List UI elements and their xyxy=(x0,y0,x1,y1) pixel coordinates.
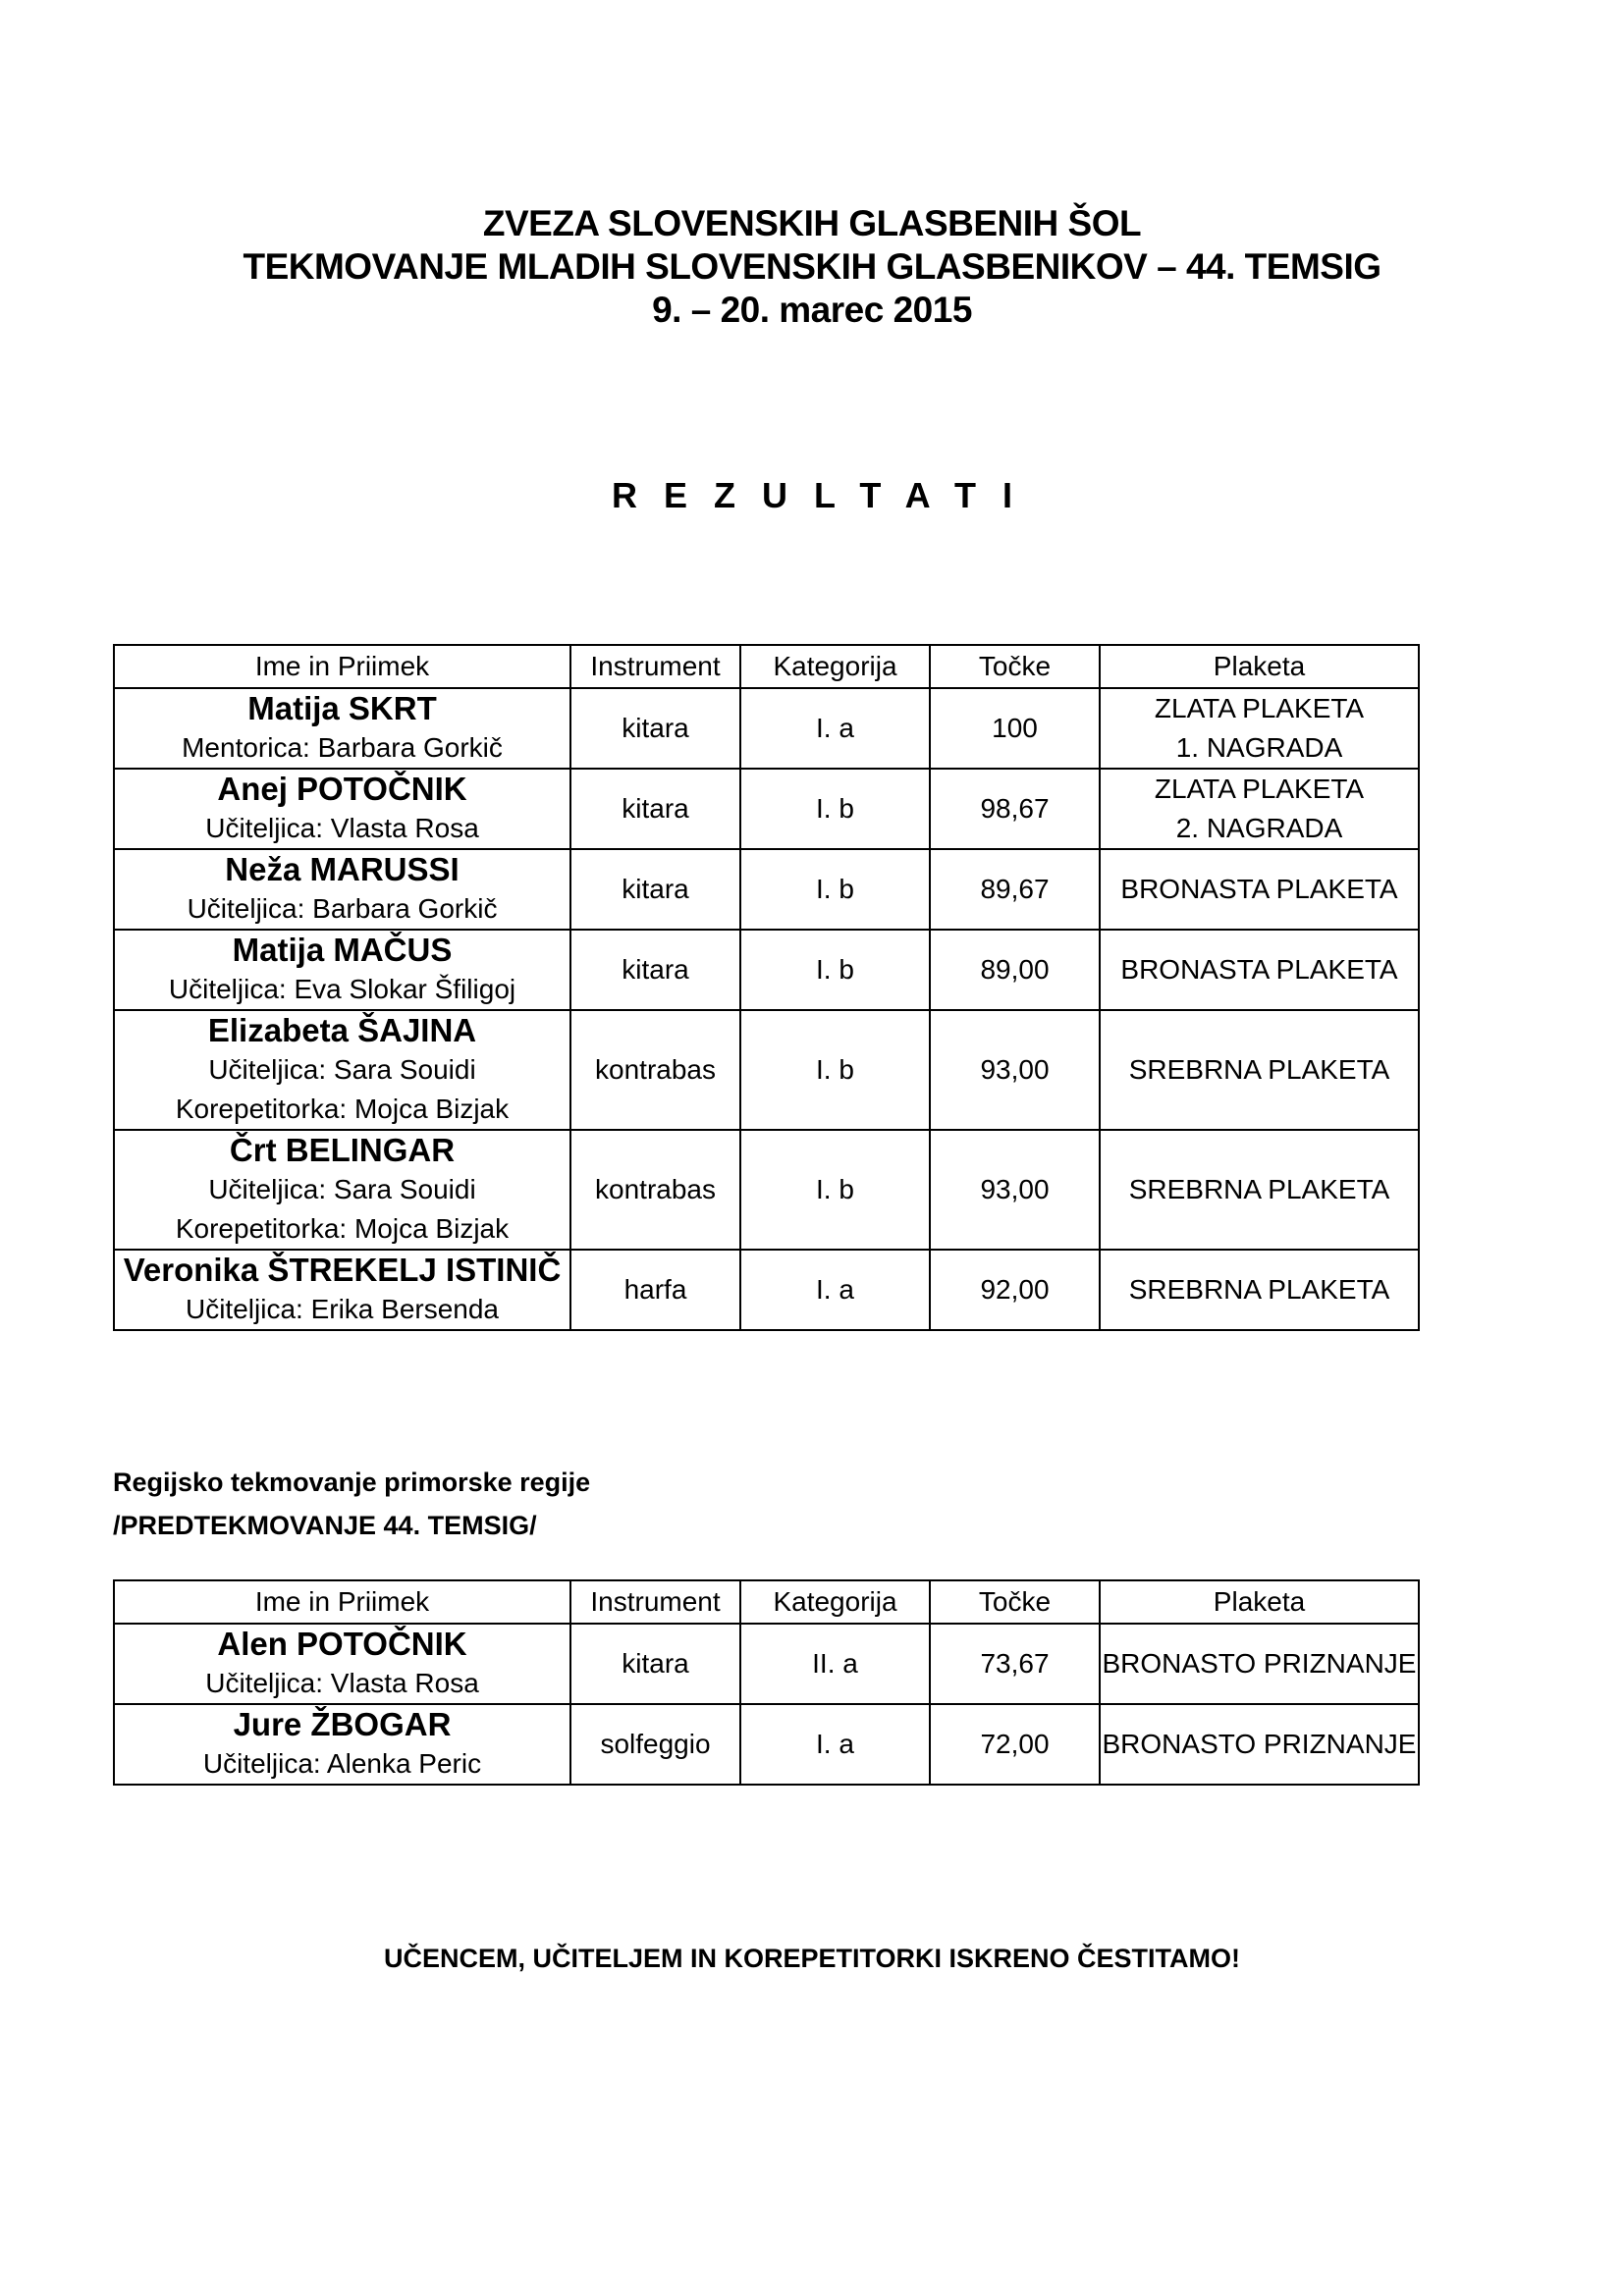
instrument-cell: kitara xyxy=(570,930,740,1010)
points-cell: 100 xyxy=(930,688,1100,769)
award-cell xyxy=(1100,1624,1419,1704)
points-cell: 98,67 xyxy=(930,769,1100,849)
table-row xyxy=(114,1704,1419,1785)
teacher-name: Učiteljica: Alenka Peric xyxy=(202,1748,482,1779)
teacher-name: Učiteljica: Sara Souidi xyxy=(208,1174,476,1204)
award-text: 2. NAGRADA xyxy=(1175,813,1343,843)
instrument-cell: kontrabas xyxy=(570,1130,740,1250)
award-cell xyxy=(1100,1010,1419,1130)
category-cell: I. a xyxy=(740,1250,930,1330)
instrument-cell: kitara xyxy=(570,769,740,849)
column-header-category: Kategorija xyxy=(740,1580,930,1624)
table-row xyxy=(114,930,1419,1010)
congratulations-footer: UČENCEM, UČITELJEM IN KOREPETITORKI ISKRENO ČESTITAMO! xyxy=(383,1944,1241,1973)
award-text: BRONASTA PLAKETA xyxy=(1120,874,1398,904)
column-header-points: Točke xyxy=(930,645,1100,688)
participant-name: Elizabeta ŠAJINA xyxy=(207,1012,477,1048)
participant-name: Matija SKRT xyxy=(247,690,437,726)
participant-cell xyxy=(114,849,570,930)
award-text: SREBRNA PLAKETA xyxy=(1128,1174,1390,1204)
participant-cell xyxy=(114,769,570,849)
instrument-cell: solfeggio xyxy=(570,1704,740,1785)
results-table xyxy=(113,644,1420,1331)
column-header-category: Kategorija xyxy=(740,645,930,688)
teacher-name: Učiteljica: Vlasta Rosa xyxy=(205,1668,479,1698)
table-row xyxy=(114,1010,1419,1130)
regional-subtitle: /PREDTEKMOVANJE 44. TEMSIG/ xyxy=(113,1511,537,1540)
award-text: BRONASTO PRIZNANJE xyxy=(1102,1648,1417,1679)
award-text: 1. NAGRADA xyxy=(1175,732,1343,763)
award-text: ZLATA PLAKETA xyxy=(1154,693,1365,723)
regional-results-table xyxy=(113,1579,1420,1786)
participant-cell xyxy=(114,1704,570,1785)
participant-cell xyxy=(114,1250,570,1330)
participant-name: Neža MARUSSI xyxy=(225,851,460,887)
award-cell xyxy=(1100,688,1419,769)
competition-title: TEKMOVANJE MLADIH SLOVENSKIH GLASBENIKOV – 44. TEMSIG xyxy=(243,246,1381,287)
column-header-name: Ime in Priimek xyxy=(114,1580,570,1624)
table-row xyxy=(114,1250,1419,1330)
category-cell: I. a xyxy=(740,1704,930,1785)
column-header-instrument: Instrument xyxy=(570,645,740,688)
table-header-row xyxy=(114,1580,1419,1624)
table-row xyxy=(114,1624,1419,1704)
category-cell: I. b xyxy=(740,930,930,1010)
points-cell: 93,00 xyxy=(930,1010,1100,1130)
award-text: SREBRNA PLAKETA xyxy=(1128,1274,1390,1305)
column-header-award: Plaketa xyxy=(1100,1580,1419,1624)
regional-heading xyxy=(113,1461,590,1547)
teacher-name: Učiteljica: Vlasta Rosa xyxy=(205,813,479,843)
points-cell: 89,00 xyxy=(930,930,1100,1010)
award-text: SREBRNA PLAKETA xyxy=(1128,1054,1390,1085)
participant-name: Alen POTOČNIK xyxy=(217,1626,467,1662)
column-header-name: Ime in Priimek xyxy=(114,645,570,688)
document-header xyxy=(0,202,1624,332)
participant-cell xyxy=(114,1130,570,1250)
teacher-name: Učiteljica: Erika Bersenda xyxy=(185,1294,500,1324)
points-cell: 72,00 xyxy=(930,1704,1100,1785)
category-cell: II. a xyxy=(740,1624,930,1704)
category-cell: I. b xyxy=(740,849,930,930)
participant-cell xyxy=(114,930,570,1010)
category-cell: I. a xyxy=(740,688,930,769)
participant-name: Črt BELINGAR xyxy=(229,1132,456,1168)
award-cell xyxy=(1100,1130,1419,1250)
organization-title: ZVEZA SLOVENSKIH GLASBENIH ŠOL xyxy=(482,203,1142,243)
table-row xyxy=(114,769,1419,849)
award-text: BRONASTA PLAKETA xyxy=(1120,954,1398,985)
participant-cell xyxy=(114,1010,570,1130)
award-cell xyxy=(1100,1250,1419,1330)
participant-name: Veronika ŠTREKELJ ISTINIČ xyxy=(123,1252,562,1288)
participant-cell xyxy=(114,1624,570,1704)
award-text: ZLATA PLAKETA xyxy=(1154,774,1365,804)
points-cell: 92,00 xyxy=(930,1250,1100,1330)
table-row xyxy=(114,1130,1419,1250)
column-header-award: Plaketa xyxy=(1100,645,1419,688)
award-text: BRONASTO PRIZNANJE xyxy=(1102,1729,1417,1759)
participant-name: Anej POTOČNIK xyxy=(217,771,467,807)
points-cell: 93,00 xyxy=(930,1130,1100,1250)
points-cell: 89,67 xyxy=(930,849,1100,930)
competition-dates: 9. – 20. marec 2015 xyxy=(652,290,972,330)
instrument-cell: kitara xyxy=(570,688,740,769)
teacher-name: Mentorica: Barbara Gorkič xyxy=(182,732,503,763)
regional-title: Regijsko tekmovanje primorske regije xyxy=(113,1468,591,1497)
table-row xyxy=(114,688,1419,769)
category-cell: I. b xyxy=(740,1130,930,1250)
table-row xyxy=(114,849,1419,930)
participant-cell xyxy=(114,688,570,769)
teacher-name: Korepetitorka: Mojca Bizjak xyxy=(175,1094,510,1124)
teacher-name: Učiteljica: Sara Souidi xyxy=(208,1054,476,1085)
teacher-name: Učiteljica: Barbara Gorkič xyxy=(187,893,498,924)
award-cell xyxy=(1100,769,1419,849)
instrument-cell: kitara xyxy=(570,849,740,930)
participant-name: Jure ŽBOGAR xyxy=(233,1706,452,1742)
award-cell xyxy=(1100,1704,1419,1785)
instrument-cell: harfa xyxy=(570,1250,740,1330)
instrument-cell: kontrabas xyxy=(570,1010,740,1130)
teacher-name: Korepetitorka: Mojca Bizjak xyxy=(175,1213,510,1244)
teacher-name: Učiteljica: Eva Slokar Šfiligoj xyxy=(168,974,516,1004)
points-cell: 73,67 xyxy=(930,1624,1100,1704)
table-header-row xyxy=(114,645,1419,688)
participant-name: Matija MAČUS xyxy=(232,932,453,968)
results-heading: REZULTATI xyxy=(612,475,1039,515)
award-cell xyxy=(1100,930,1419,1010)
category-cell: I. b xyxy=(740,769,930,849)
instrument-cell: kitara xyxy=(570,1624,740,1704)
award-cell xyxy=(1100,849,1419,930)
category-cell: I. b xyxy=(740,1010,930,1130)
column-header-points: Točke xyxy=(930,1580,1100,1624)
column-header-instrument: Instrument xyxy=(570,1580,740,1624)
